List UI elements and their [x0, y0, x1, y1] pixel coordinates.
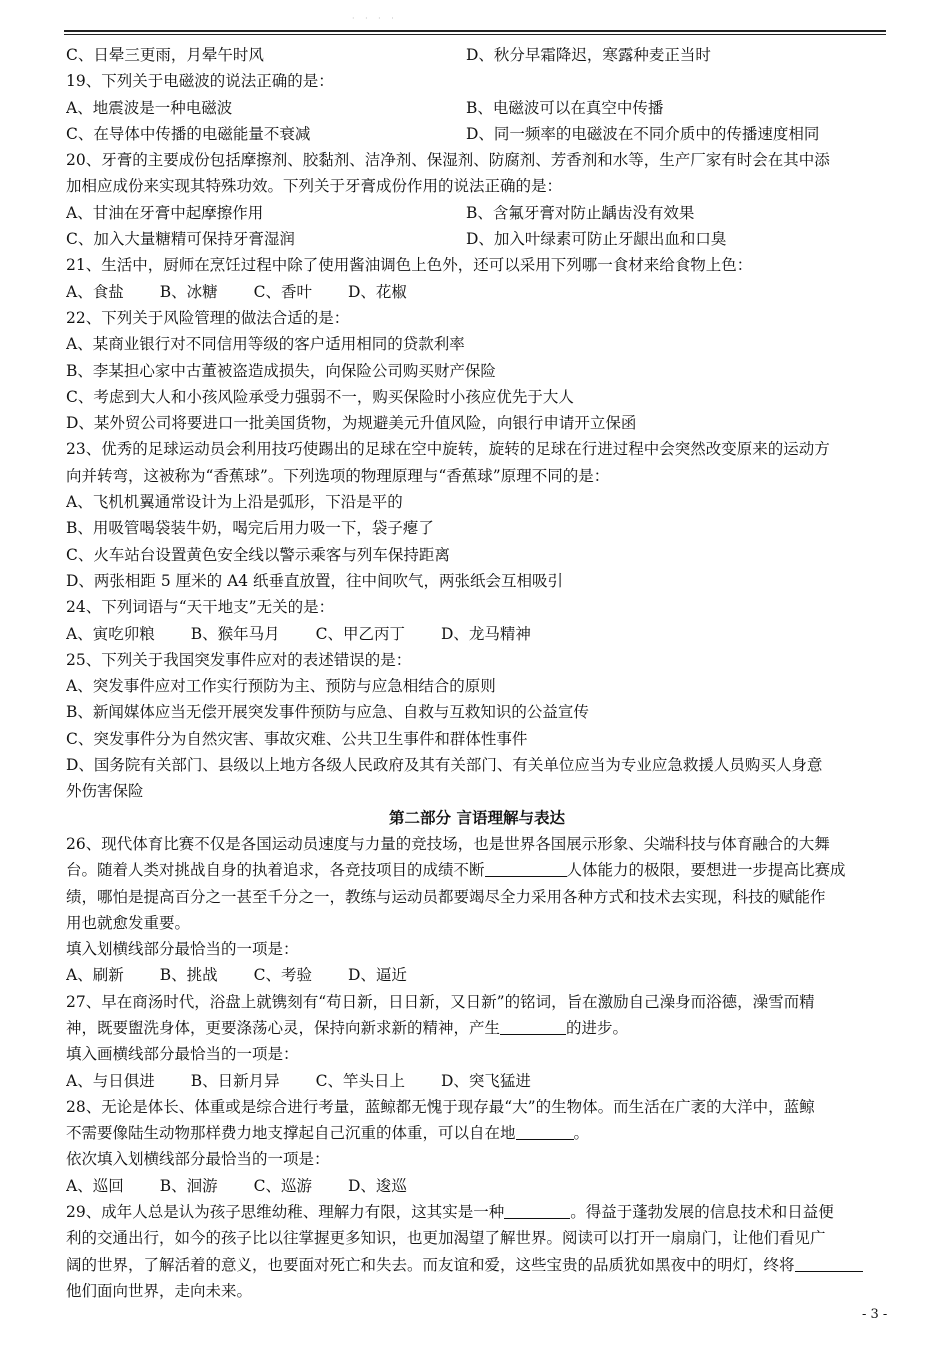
option-row: [66, 226, 888, 252]
text-line: 19、下列关于电磁波的说法正确的是：: [66, 72, 334, 91]
option-item: D、龙马精神: [440, 624, 531, 643]
option-left: A、地震波是一种电磁波: [66, 98, 233, 117]
option-right: D、秋分早霜降迟，寒露种麦正当时: [466, 46, 711, 64]
text-line: B、李某担心家中古董被盗造成损失，向保险公司购买财产保险: [66, 361, 496, 380]
option-row: [66, 1068, 888, 1094]
text-line: 21、生活中，厨师在烹饪过程中除了使用酱油调色上色外，还可以采用下列哪一食材来给食物上色：: [66, 256, 753, 275]
text-line: 26、现代体育比赛不仅是各国运动员速度与力量的竞技场，也是世界各国展示形象、尖端科技与体育融合的大舞: [66, 834, 830, 853]
line-text: 29、成年人总是认为孩子思维幼稚、理解力有限，这其实是一种: [66, 1203, 505, 1222]
section-heading: 第二部分 言语理解与表达: [389, 807, 565, 827]
fill-blank: [795, 1255, 863, 1272]
text-line: C、火车站台设置黄色安全线以警示乘客与列车保持距离: [66, 545, 450, 564]
text-line: D、某外贸公司将要进口一批美国货物，为规避美元升值风险，向银行申请开立保函: [66, 414, 637, 433]
text-line-with-blank: [66, 1199, 888, 1225]
option-item: B、冰糖: [159, 282, 218, 301]
line-text: 神，既要盥洗身体，更要涤荡心灵，保持向新求新的精神，产生: [66, 1018, 501, 1037]
option-item: C、甲乙丙丁: [315, 624, 405, 643]
text-line: 25、下列关于我国突发事件应对的表述错误的是：: [66, 650, 412, 669]
option-row: [66, 962, 888, 988]
option-row: [66, 95, 888, 121]
text-line: 依次填入划横线部分最恰当的一项是：: [66, 1150, 330, 1169]
text-line: D、两张相距 5 厘米的 A4 纸垂直放置，往中间吹气，两张纸会互相吸引: [66, 571, 564, 590]
line-text: 不需要像陆生动物那样费力地支撑起自己沉重的体重，可以自在地: [66, 1124, 516, 1143]
line-text: 阔的世界，了解活着的意义，也要面对死亡和失去。而友谊和爱，这些宝贵的品质犹如黑夜中的明灯，终将: [66, 1255, 795, 1274]
option-row: [66, 279, 888, 305]
text-line: 填入划横线部分最恰当的一项是：: [66, 940, 299, 959]
text-line: A、飞机机翼通常设计为上沿是弧形，下沿是平的: [66, 493, 403, 512]
header-rule: [64, 30, 886, 32]
text-line: 填入画横线部分最恰当的一项是：: [66, 1045, 299, 1064]
text-line: 他们面向世界，走向未来。: [66, 1281, 253, 1300]
text-line: A、某商业银行对不同信用等级的客户适用相同的贷款利率: [66, 335, 465, 354]
option-right: D、同一频率的电磁波在不同介质中的传播速度相同: [466, 124, 820, 143]
line-text: 的进步。: [566, 1018, 629, 1037]
text-line: D、国务院有关部门、县级以上地方各级人民政府及其有关部门、有关单位应当为专业应急救援人员购买人身意: [66, 756, 823, 775]
text-line: 向并转弯，这被称为“香蕉球”。下列选项的物理原理与“香蕉球”原理不同的是：: [66, 466, 610, 485]
text-line: 28、无论是体长、体重或是综合进行考量，蓝鲸都无愧于现存最“大”的生物体。而生活在广袤的大洋中，蓝鲸: [66, 1097, 815, 1116]
option-item: B、挑战: [159, 966, 218, 985]
option-item: B、猴年马月: [190, 624, 280, 643]
text-line: B、用吸管喝袋装牛奶，喝完后用力吸一下，袋子瘪了: [66, 519, 434, 538]
option-item: D、突飞猛进: [440, 1071, 531, 1090]
fill-blank: [485, 860, 567, 877]
option-row: [66, 121, 888, 147]
page-number: - 3 -: [862, 1307, 888, 1322]
option-left: C、日晕三更雨，月晕午时风: [66, 46, 264, 64]
option-item: A、与日俱进: [66, 1071, 155, 1090]
text-line-with-blank: [66, 1120, 888, 1146]
header-mark: · · · ·: [352, 14, 398, 23]
option-item: C、考验: [253, 966, 312, 985]
option-right: B、含氟牙膏对防止龋齿没有效果: [466, 203, 695, 222]
text-line-with-blank: [66, 1015, 888, 1041]
text-line: 23、优秀的足球运动员会利用技巧使踢出的足球在空中旋转，旋转的足球在行进过程中会突然改变原来的运动方: [66, 440, 830, 459]
option-item: D、逡巡: [347, 1176, 407, 1195]
text-line: 利的交通出行，如今的孩子比以往掌握更多知识，也更加渴望了解世界。阅读可以打开一扇扇门，让他们看见广: [66, 1229, 826, 1248]
document-body: [66, 42, 888, 1304]
option-item: A、寅吃卯粮: [66, 624, 155, 643]
option-right: D、加入叶绿素可防止牙龈出血和口臭: [466, 230, 727, 249]
text-line: 绩，哪怕是提高百分之一甚至千分之一，教练与运动员都要竭尽全力采用各种方式和技术去实现，科技的赋能作: [66, 887, 826, 906]
text-line-with-blank: [66, 1252, 888, 1278]
text-line: 20、牙膏的主要成份包括摩擦剂、胶黏剂、洁净剂、保湿剂、防腐剂、芳香剂和水等，生产厂家有时会在其中添: [66, 151, 830, 170]
text-line: B、新闻媒体应当无偿开展突发事件预防与应急、自救与互救知识的公益宣传: [66, 703, 589, 722]
option-item: A、巡回: [66, 1176, 124, 1195]
text-line: A、突发事件应对工作实行预防为主、预防与应急相结合的原则: [66, 677, 496, 696]
text-line: C、突发事件分为自然灾害、事故灾难、公共卫生事件和群体性事件: [66, 729, 528, 748]
option-right: B、电磁波可以在真空中传播: [466, 98, 664, 117]
text-line: 24、下列词语与“天干地支”无关的是：: [66, 598, 335, 617]
fill-blank: [516, 1123, 574, 1140]
option-item: A、刷新: [66, 966, 124, 985]
option-item: C、巡游: [253, 1176, 312, 1195]
option-item: B、洄游: [159, 1176, 218, 1195]
text-line: 用也就愈发重要。: [66, 913, 191, 932]
option-item: C、香叶: [253, 282, 312, 301]
header-rule-thin: [64, 34, 886, 35]
line-text: 台。随着人类对挑战自身的执着追求，各竞技项目的成绩不断: [66, 861, 485, 880]
option-item: A、食盐: [66, 282, 124, 301]
text-line: 27、早在商汤时代，浴盘上就镌刻有“苟日新，日日新，又日新”的铭词，旨在激励自己澡身而浴德，澡雪而精: [66, 992, 815, 1011]
line-text: 。得益于蓬勃发展的信息技术和日益便: [570, 1203, 834, 1222]
option-left: A、甘油在牙膏中起摩擦作用: [66, 203, 264, 222]
option-row: [66, 1173, 888, 1199]
fill-blank: [504, 1202, 570, 1219]
line-text: 。: [573, 1124, 590, 1143]
text-line: 外伤害保险: [66, 782, 144, 801]
fill-blank: [500, 1018, 566, 1035]
option-row: [66, 621, 888, 647]
text-line-with-blank: [66, 857, 888, 883]
text-line: 22、下列关于风险管理的做法合适的是：: [66, 308, 350, 327]
text-line: 加相应成份来实现其特殊功效。下列关于牙膏成份作用的说法正确的是：: [66, 177, 563, 196]
option-left: C、在导体中传播的电磁能量不衰减: [66, 124, 311, 143]
option-item: C、竿头日上: [315, 1071, 405, 1090]
option-left: C、加入大量糖精可保持牙膏湿润: [66, 230, 295, 249]
text-line: C、考虑到大人和小孩风险承受力强弱不一，购买保险时小孩应优先于大人: [66, 387, 574, 406]
option-row: [66, 42, 888, 68]
option-item: B、日新月异: [190, 1071, 280, 1090]
option-item: D、花椒: [347, 282, 407, 301]
line-text: 人体能力的极限，要想进一步提高比赛成: [566, 861, 846, 880]
option-item: D、逼近: [347, 966, 407, 985]
option-row: [66, 200, 888, 226]
